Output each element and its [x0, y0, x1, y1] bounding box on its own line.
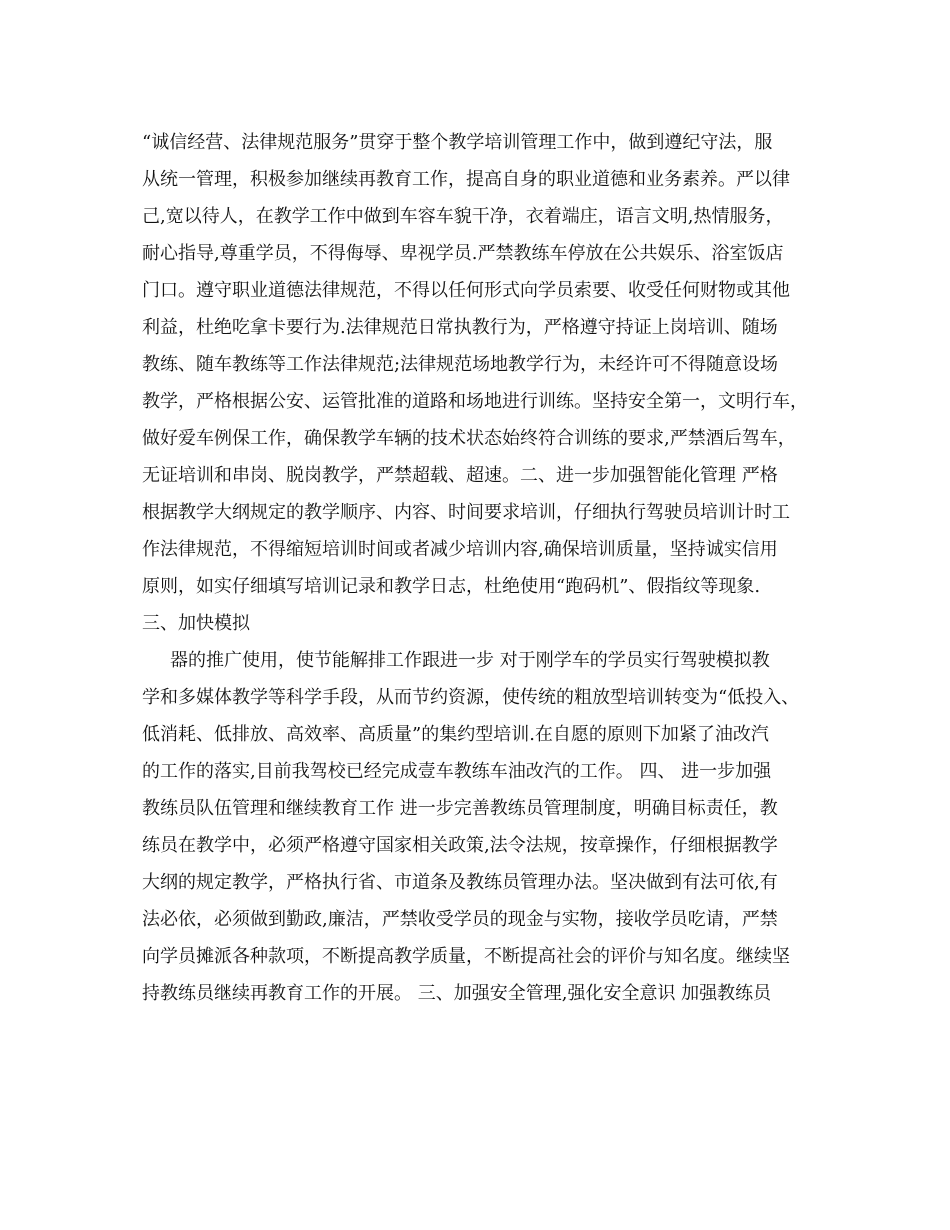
text-line: 己,宽以待人，在教学工作中做到车容车貌干净，衣着端庄，语言文明,热情服务，: [142, 206, 784, 227]
text-line: 教练、随车教练等工作法律规范;法律规范场地教学行为，未经许可不得随意设场: [142, 354, 779, 375]
text-line: 大纲的规定教学，严格执行省、市道条及教练员管理办法。坚决做到有法可依,有: [142, 872, 778, 893]
section-heading: 三、加快模拟: [142, 613, 250, 634]
body-text: [142, 124, 822, 1012]
text-line: 学和多媒体教学等科学手段，从而节约资源，使传统的粗放型培训转变为“低投入、: [142, 687, 800, 708]
text-line: 无证培训和串岗、脱岗教学，严禁超载、超速。二、进一步加强智能化管理 严格: [142, 465, 778, 486]
text-line: 练员在教学中，必须严格遵守国家相关政策,法令法规，按章操作，仔细根据教学: [142, 835, 778, 856]
paragraph-first-line: 器的推广使用，使节能解排工作跟进一步 对于刚学车的学员实行驾驶模拟教: [170, 650, 770, 671]
text-line: 做好爱车例保工作，确保教学车辆的技术状态始终符合训练的要求,严禁酒后驾车，: [142, 428, 796, 449]
text-line: 从统一管理，积极参加继续再教育工作，提高自身的职业道德和业务素养。严以律: [142, 169, 790, 190]
text-line: 的工作的落实,目前我驾校已经完成壹车教练车油改汽的工作。 四、 进一步加强: [142, 761, 772, 782]
text-line: 向学员摊派各种款项，不断提高教学质量，不断提高社会的评价与知名度。继续坚: [142, 946, 790, 967]
text-line: 利益，杜绝吃拿卡要行为.法律规范日常执教行为，严格遵守持证上岗培训、随场: [142, 317, 778, 338]
text-line: 教练员队伍管理和继续教育工作 进一步完善教练员管理制度，明确目标责任，教: [142, 798, 778, 819]
text-line: 低消耗、低排放、高效率、高质量”的集约型培训.在自愿的原则下加紧了油改汽: [142, 724, 769, 745]
text-line: 原则，如实仔细填写培训记录和教学日志，杜绝使用“跑码机”、假指纹等现象.: [142, 576, 761, 597]
text-line: “诚信经营、法律规范服务”贯穿于整个教学培训管理工作中，做到遵纪守法，服: [142, 132, 773, 153]
text-line: 法必依，必须做到勤政,廉洁，严禁收受学员的现金与实物，接收学员吃请，严禁: [142, 909, 778, 930]
text-line: 耐心指导,尊重学员，不得侮辱、卑视学员.严禁教练车停放在公共娱乐、浴室饭店: [142, 243, 784, 264]
text-line: 根据教学大纲规定的教学顺序、内容、时间要求培训，仔细执行驾驶员培训计时工: [142, 502, 790, 523]
text-line: 持教练员继续再教育工作的开展。 三、加强安全管理,强化安全意识 加强教练员: [142, 983, 772, 1004]
text-line: 作法律规范，不得缩短培训时间或者减少培训内容,确保培训质量，坚持诚实信用: [142, 539, 778, 560]
text-line: 门口。遵守职业道德法律规范，不得以任何形式向学员索要、收受任何财物或其他: [142, 280, 790, 301]
text-line: 教学，严格根据公安、运管批准的道路和场地进行训练。坚持安全第一，文明行车，: [142, 391, 808, 412]
